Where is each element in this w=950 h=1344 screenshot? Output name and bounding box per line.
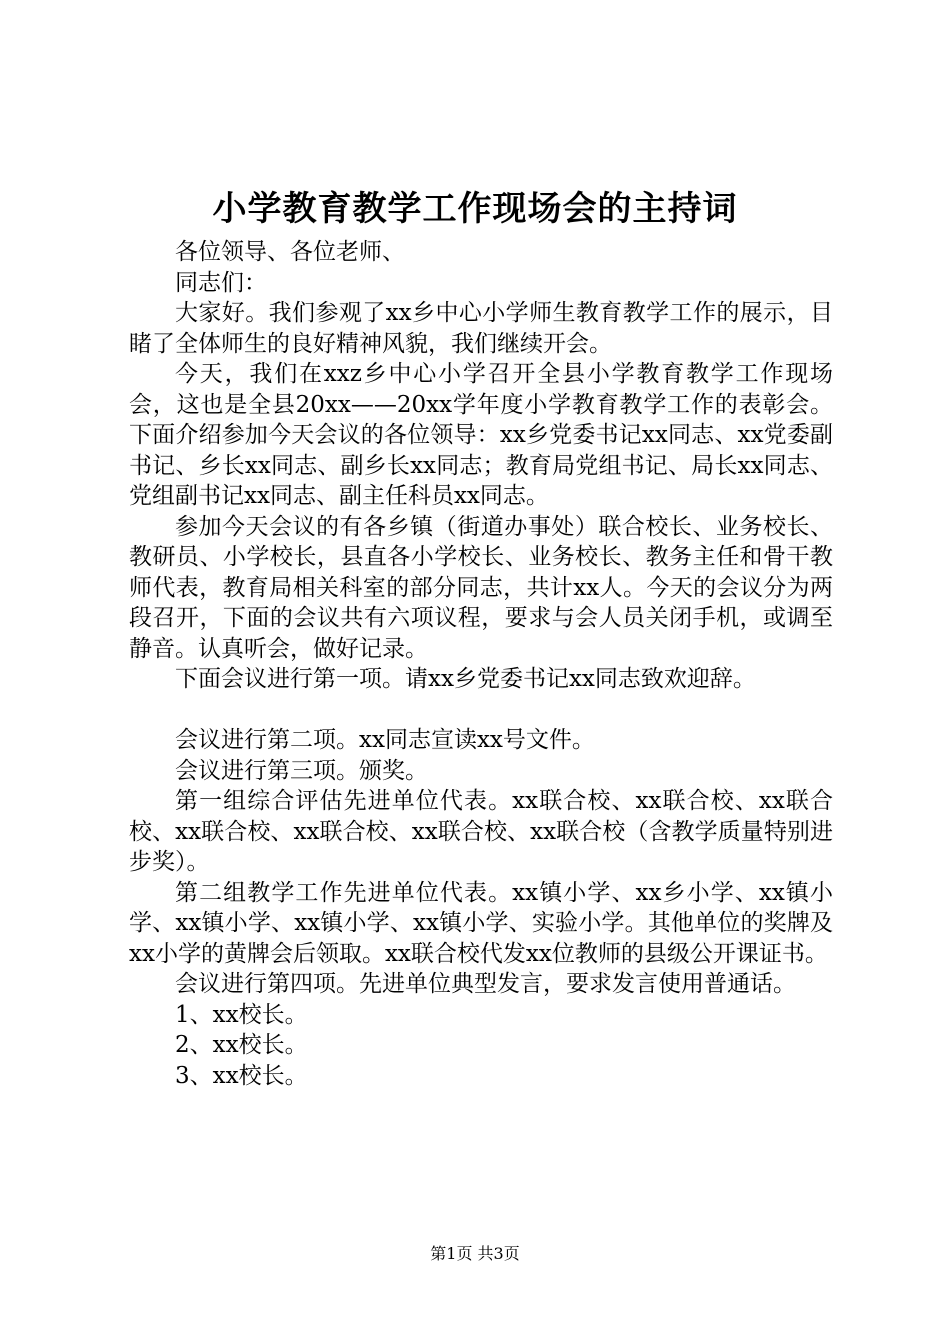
salutation-line-1: 各位领导、各位老师、 <box>175 239 405 265</box>
paragraph-greeting: 大家好。我们参观了xx乡中心小学师生教育教学工作的展示，目睹了全体师生的良好精神风貌，我们继续开会。 <box>129 300 833 357</box>
paragraph-introduction: 今天，我们在xxz乡中心小学召开全县小学教育教学工作现场会，这也是全县20xx——20xx学年度小学教育教学工作的表彰会。下面介绍参加今天会议的各位领导：xx乡党委书记xx同志、xx党委副书记、乡长xx同志、副乡长xx同志；教育局党组书记、局长xx同志、党组副书记xx同志、副主任科员xx同志。 <box>129 361 833 509</box>
agenda-item-3: 会议进行第三项。颁奖。 <box>175 757 428 784</box>
speaker-list-item: 1、xx校长。 <box>175 1001 308 1028</box>
paragraph-attendees: 参加今天会议的有各乡镇（街道办事处）联合校长、业务校长、教研员、小学校长，县直各小学校长、业务校长、教务主任和骨干教师代表，教育局相关科室的部分同志，共计xx人。今天的会议分为两段召开，下面的会议共有六项议程，要求与会人员关闭手机，或调至静音。认真听会，做好记录。 <box>129 513 833 662</box>
document-body <box>129 237 833 1091</box>
award-group-2: 第二组教学工作先进单位代表。xx镇小学、xx乡小学、xx镇小学、xx镇小学、xx镇小学、xx镇小学、实验小学。其他单位的奖牌及xx小学的黄牌会后领取。xx联合校代发xx位教师的县级公开课证书。 <box>129 879 833 967</box>
salutation-line-2: 同志们： <box>175 269 267 296</box>
speaker-list-item: 2、xx校长。 <box>175 1032 308 1058</box>
agenda-item-1: 下面会议进行第一项。请xx乡党委书记xx同志致欢迎辞。 <box>175 666 756 692</box>
speaker-list-item: 3、xx校长。 <box>175 1062 308 1089</box>
page-footer: 第1页 共3页 <box>430 1244 520 1263</box>
award-group-1: 第一组综合评估先进单位代表。xx联合校、xx联合校、xx联合校、xx联合校、xx联合校、xx联合校、xx联合校（含教学质量特别进步奖）。 <box>129 788 833 875</box>
document-title: 小学教育教学工作现场会的主持词 <box>212 189 738 229</box>
agenda-item-4: 会议进行第四项。先进单位典型发言，要求发言使用普通话。 <box>175 971 796 997</box>
blank-line <box>129 695 833 726</box>
agenda-item-2: 会议进行第二项。xx同志宣读xx号文件。 <box>175 727 595 753</box>
